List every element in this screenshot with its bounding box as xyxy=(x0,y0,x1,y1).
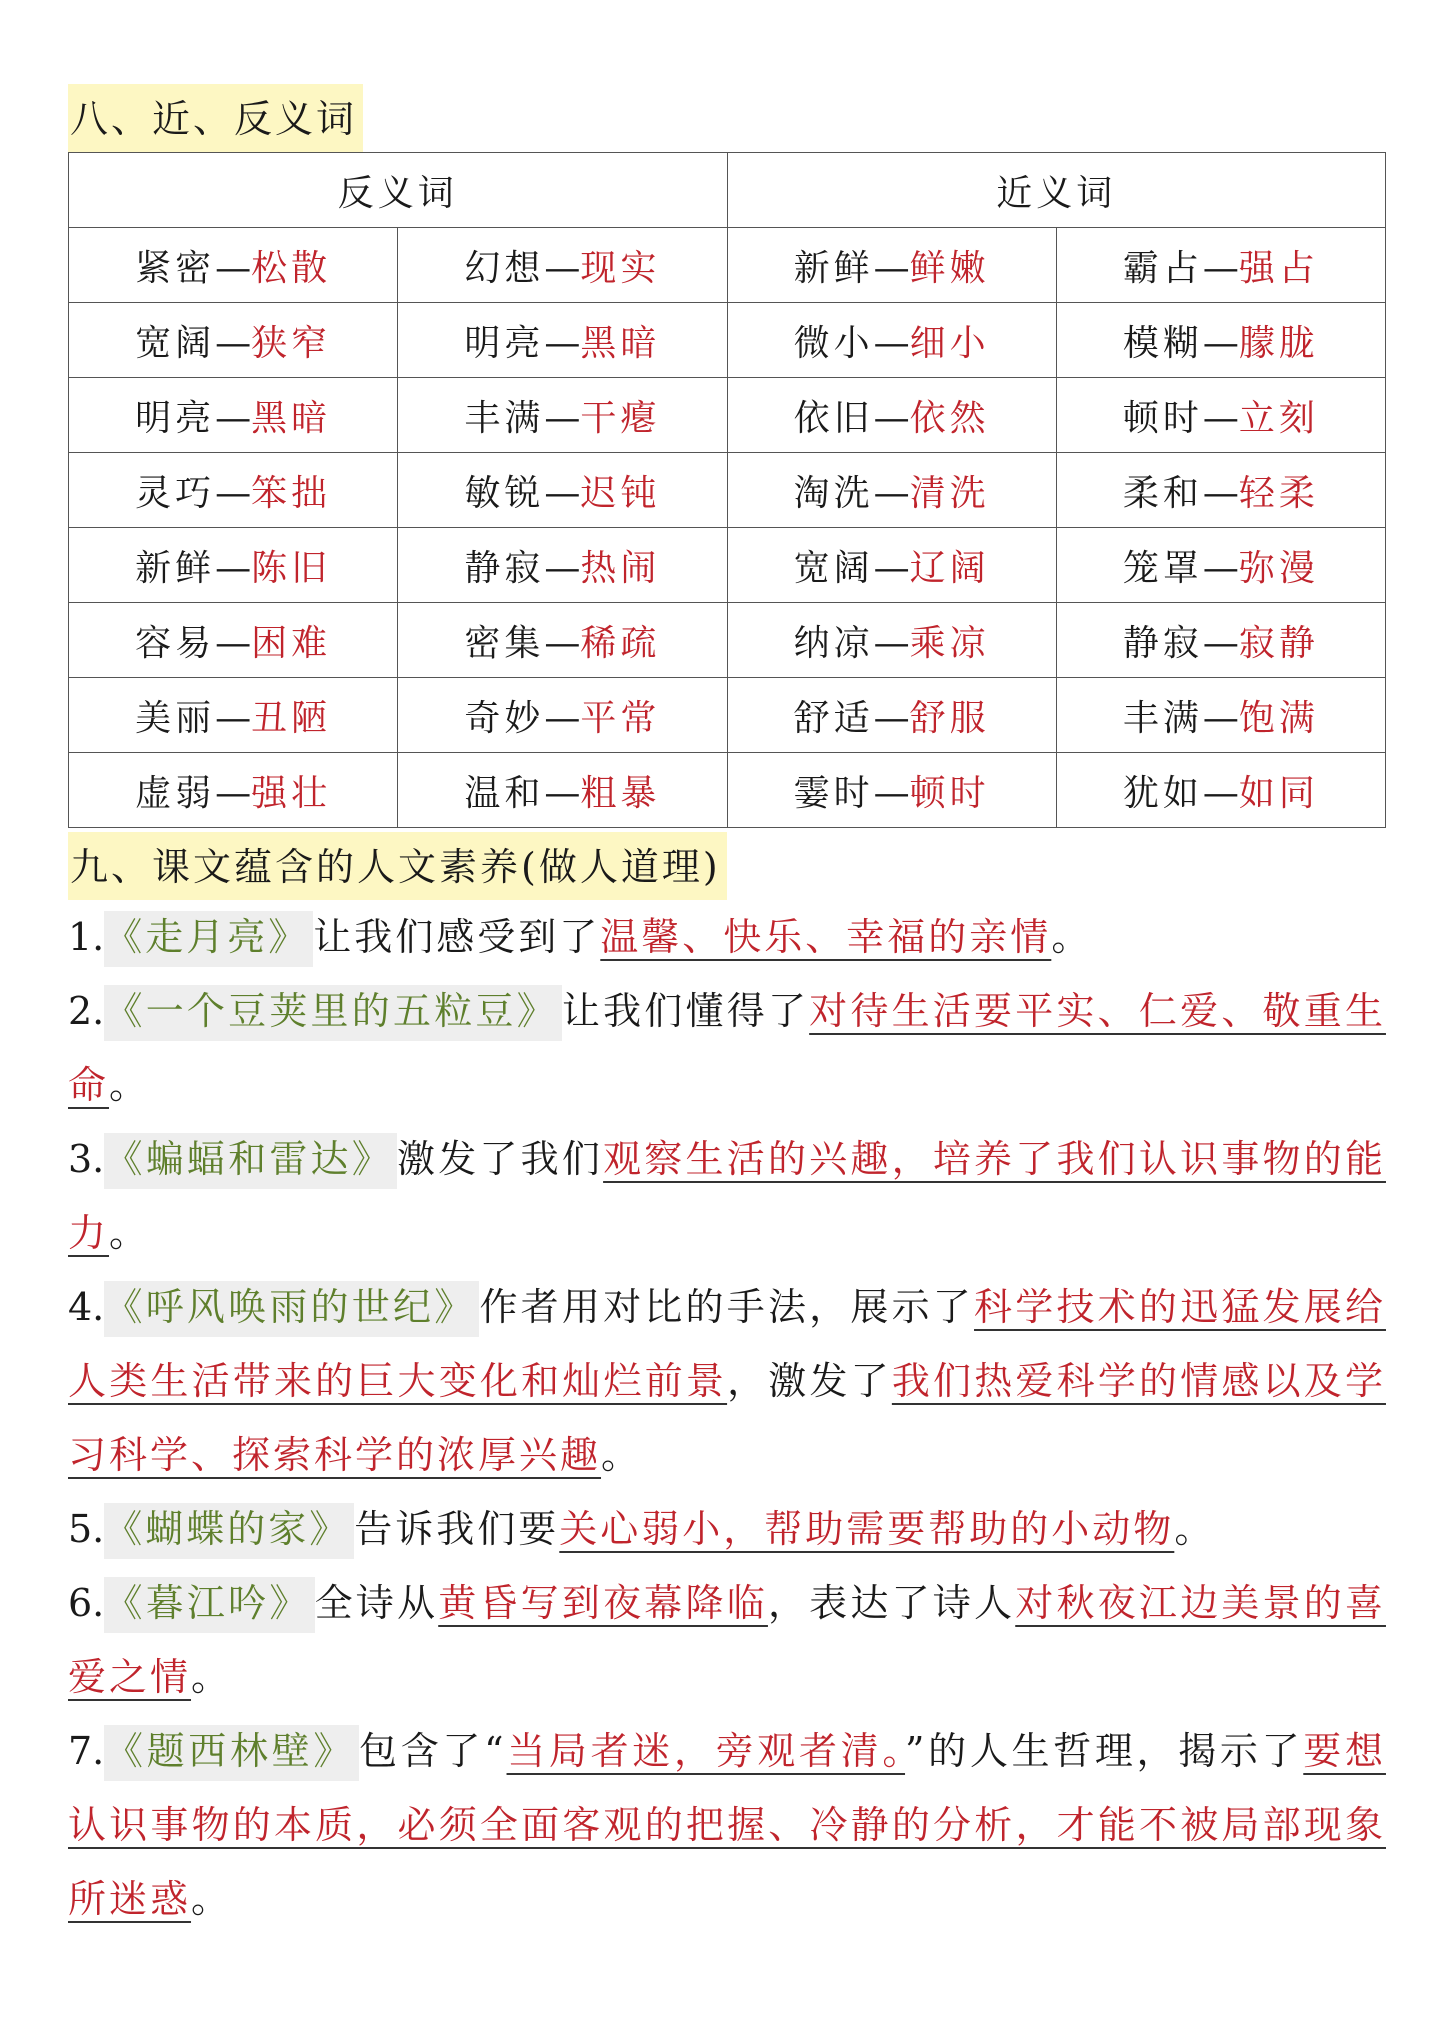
pair-word: 松散 xyxy=(251,247,332,289)
dash: — xyxy=(873,472,910,514)
word: 柔和 xyxy=(1122,472,1203,514)
word-pair xyxy=(398,678,727,753)
word: 明亮 xyxy=(464,322,545,364)
dash: — xyxy=(1202,322,1239,364)
word-pair xyxy=(69,678,398,753)
table-row xyxy=(69,378,1386,453)
dash: — xyxy=(544,472,581,514)
word: 霸占 xyxy=(1122,247,1203,289)
pair-word: 寂静 xyxy=(1238,622,1319,664)
word-pair xyxy=(1056,453,1385,528)
word: 幻想 xyxy=(464,247,545,289)
word-pair xyxy=(398,228,727,303)
word-pair xyxy=(398,528,727,603)
section9-heading: 九、课文蕴含的人文素养(做人道理) xyxy=(68,832,727,900)
item-number: 3. xyxy=(68,1137,105,1181)
pair-word: 乘凉 xyxy=(909,622,990,664)
word: 笼罩 xyxy=(1122,547,1203,589)
table-row xyxy=(69,453,1386,528)
answer-text: 关心弱小，帮助需要帮助的小动物 xyxy=(559,1507,1175,1551)
word-pair xyxy=(1056,678,1385,753)
word-pair xyxy=(1056,303,1385,378)
word: 霎时 xyxy=(793,772,874,814)
word: 犹如 xyxy=(1122,772,1203,814)
answer-text: 我们热爱科学的情感以及学习科学、探索科学的浓厚兴趣 xyxy=(68,1359,1386,1477)
dash: — xyxy=(215,322,252,364)
lesson-title: 《蝴蝶的家》 xyxy=(104,1503,354,1559)
word-pair xyxy=(727,603,1056,678)
item-text: 。 xyxy=(109,1211,151,1255)
word-pair xyxy=(1056,753,1385,828)
pair-word: 细小 xyxy=(909,322,990,364)
word: 丰满 xyxy=(1122,697,1203,739)
item-text: 。 xyxy=(1174,1507,1216,1551)
pair-word: 鲜嫩 xyxy=(909,247,990,289)
word: 淘洗 xyxy=(793,472,874,514)
lesson-item-2 xyxy=(68,974,1386,1122)
pair-word: 粗暴 xyxy=(580,772,661,814)
dash: — xyxy=(215,622,252,664)
pair-word: 舒服 xyxy=(909,697,990,739)
dash: — xyxy=(544,247,581,289)
word-pair xyxy=(398,378,727,453)
table-row xyxy=(69,228,1386,303)
dash: — xyxy=(1202,472,1239,514)
word-pair xyxy=(398,453,727,528)
word: 纳凉 xyxy=(793,622,874,664)
answer-text: 科学技术的迅猛发展给人类生活带来的巨大变化和灿烂前景 xyxy=(68,1285,1386,1403)
word-pair xyxy=(1056,378,1385,453)
dash: — xyxy=(215,697,252,739)
table-row xyxy=(69,753,1386,828)
pair-word: 强壮 xyxy=(251,772,332,814)
word-pair xyxy=(69,753,398,828)
dash: — xyxy=(1202,397,1239,439)
word-pair xyxy=(727,228,1056,303)
word: 新鲜 xyxy=(793,247,874,289)
antonym-header: 反义词 xyxy=(69,153,728,228)
table-header-row xyxy=(69,153,1386,228)
word: 微小 xyxy=(793,322,874,364)
item-number: 1. xyxy=(68,915,105,959)
dash: — xyxy=(544,697,581,739)
word-pair xyxy=(1056,228,1385,303)
word: 虚弱 xyxy=(135,772,216,814)
lesson-item-1 xyxy=(68,900,1386,974)
vocab-table xyxy=(68,152,1386,828)
pair-word: 热闹 xyxy=(580,547,661,589)
dash: — xyxy=(544,322,581,364)
dash: — xyxy=(215,397,252,439)
pair-word: 平常 xyxy=(580,697,661,739)
word: 宽阔 xyxy=(135,322,216,364)
item-number: 2. xyxy=(68,989,105,1033)
pair-word: 黑暗 xyxy=(251,397,332,439)
table-row xyxy=(69,303,1386,378)
lesson-title: 《蝙蝠和雷达》 xyxy=(104,1133,397,1189)
word: 依旧 xyxy=(793,397,874,439)
answer-text: 当局者迷，旁观者清。 xyxy=(506,1729,906,1773)
pair-word: 依然 xyxy=(909,397,990,439)
lesson-item-6 xyxy=(68,1566,1386,1714)
dash: — xyxy=(873,322,910,364)
word: 温和 xyxy=(464,772,545,814)
word: 敏锐 xyxy=(464,472,545,514)
item-number: 4. xyxy=(68,1285,105,1329)
dash: — xyxy=(873,622,910,664)
word: 容易 xyxy=(135,622,216,664)
dash: — xyxy=(544,772,581,814)
lesson-title: 《暮江吟》 xyxy=(104,1577,314,1633)
item-number: 6. xyxy=(68,1581,105,1625)
pair-word: 干瘪 xyxy=(580,397,661,439)
pair-word: 丑陋 xyxy=(251,697,332,739)
answer-text: 对秋夜江边美景的喜爱之情 xyxy=(68,1581,1386,1699)
pair-word: 困难 xyxy=(251,622,332,664)
lesson-item-7 xyxy=(68,1714,1386,1936)
word-pair xyxy=(727,753,1056,828)
word-pair xyxy=(727,453,1056,528)
dash: — xyxy=(873,547,910,589)
dash: — xyxy=(215,472,252,514)
item-text: 。 xyxy=(191,1655,233,1699)
word-pair xyxy=(69,378,398,453)
item-text: 告诉我们要 xyxy=(354,1507,560,1551)
word: 新鲜 xyxy=(135,547,216,589)
answer-text: 要想认识事物的本质，必须全面客观的把握、冷静的分析，才能不被局部现象所迷惑 xyxy=(68,1729,1386,1921)
section8-heading: 八、近、反义词 xyxy=(68,84,363,152)
item-text: 。 xyxy=(1051,915,1093,959)
pair-word: 顿时 xyxy=(909,772,990,814)
pair-word: 轻柔 xyxy=(1238,472,1319,514)
word-pair xyxy=(1056,528,1385,603)
lesson-title: 《呼风唤雨的世纪》 xyxy=(104,1281,479,1337)
word-pair xyxy=(727,378,1056,453)
word-pair xyxy=(398,303,727,378)
answer-text: 黄昏写到夜幕降临 xyxy=(438,1581,768,1625)
pair-word: 迟钝 xyxy=(580,472,661,514)
pair-word: 饱满 xyxy=(1238,697,1319,739)
lesson-item-3 xyxy=(68,1122,1386,1270)
word-pair xyxy=(69,603,398,678)
item-text: 。 xyxy=(191,1877,233,1921)
item-number: 7. xyxy=(68,1729,105,1773)
item-text: 让我们感受到了 xyxy=(313,915,601,959)
word: 美丽 xyxy=(135,697,216,739)
word: 奇妙 xyxy=(464,697,545,739)
dash: — xyxy=(1202,772,1239,814)
word: 静寂 xyxy=(1122,622,1203,664)
item-text: 全诗从 xyxy=(314,1581,439,1625)
word: 宽阔 xyxy=(793,547,874,589)
pair-word: 朦胧 xyxy=(1238,322,1319,364)
word-pair xyxy=(1056,603,1385,678)
dash: — xyxy=(544,547,581,589)
table-row xyxy=(69,528,1386,603)
word-pair xyxy=(69,303,398,378)
table-row xyxy=(69,603,1386,678)
pair-word: 陈旧 xyxy=(251,547,332,589)
word-pair xyxy=(69,453,398,528)
pair-word: 立刻 xyxy=(1238,397,1319,439)
word: 舒适 xyxy=(793,697,874,739)
dash: — xyxy=(215,247,252,289)
synonym-header: 近义词 xyxy=(727,153,1386,228)
item-text: 作者用对比的手法，展示了 xyxy=(479,1285,975,1329)
item-text: 包含了“ xyxy=(359,1729,507,1773)
dash: — xyxy=(1202,247,1239,289)
pair-word: 黑暗 xyxy=(580,322,661,364)
word-pair xyxy=(398,603,727,678)
dash: — xyxy=(873,397,910,439)
item-number: 5. xyxy=(68,1507,105,1551)
word: 静寂 xyxy=(464,547,545,589)
lesson-title: 《题西林壁》 xyxy=(104,1725,359,1781)
word-pair xyxy=(69,228,398,303)
dash: — xyxy=(873,772,910,814)
word: 模糊 xyxy=(1122,322,1203,364)
item-text: 。 xyxy=(109,1063,151,1107)
pair-word: 稀疏 xyxy=(580,622,661,664)
answer-text: 对待生活要平实、仁爱、敬重生命 xyxy=(68,989,1386,1107)
pair-word: 辽阔 xyxy=(909,547,990,589)
pair-word: 弥漫 xyxy=(1238,547,1319,589)
pair-word: 狭窄 xyxy=(251,322,332,364)
word: 丰满 xyxy=(464,397,545,439)
word-pair xyxy=(727,528,1056,603)
answer-text: 温馨、快乐、幸福的亲情 xyxy=(600,915,1052,959)
pair-word: 清洗 xyxy=(909,472,990,514)
dash: — xyxy=(215,772,252,814)
dash: — xyxy=(1202,697,1239,739)
pair-word: 现实 xyxy=(580,247,661,289)
word-pair xyxy=(398,753,727,828)
dash: — xyxy=(544,622,581,664)
pair-word: 强占 xyxy=(1238,247,1319,289)
item-text: 。 xyxy=(601,1433,643,1477)
item-text: ，激发了 xyxy=(727,1359,892,1403)
pair-word: 如同 xyxy=(1238,772,1319,814)
lesson-item-4 xyxy=(68,1270,1386,1492)
lesson-item-5 xyxy=(68,1492,1386,1566)
page xyxy=(68,84,1386,1936)
lesson-title: 《走月亮》 xyxy=(104,911,313,967)
word: 紧密 xyxy=(135,247,216,289)
item-text: 让我们懂得了 xyxy=(561,989,810,1033)
word: 明亮 xyxy=(135,397,216,439)
vocab-body xyxy=(69,228,1386,828)
dash: — xyxy=(873,697,910,739)
item-text: ”的人生哲理，揭示了 xyxy=(905,1729,1304,1773)
dash: — xyxy=(1202,622,1239,664)
word-pair xyxy=(727,303,1056,378)
dash: — xyxy=(1202,547,1239,589)
lesson-title: 《一个豆荚里的五粒豆》 xyxy=(104,985,562,1041)
dash: — xyxy=(544,397,581,439)
item-text: ，表达了诗人 xyxy=(767,1581,1016,1625)
word-pair xyxy=(727,678,1056,753)
word: 密集 xyxy=(464,622,545,664)
pair-word: 笨拙 xyxy=(251,472,332,514)
table-row xyxy=(69,678,1386,753)
dash: — xyxy=(215,547,252,589)
word: 顿时 xyxy=(1122,397,1203,439)
item-text: 激发了我们 xyxy=(397,1137,604,1181)
answer-text: 观察生活的兴趣，培养了我们认识事物的能力 xyxy=(68,1137,1386,1255)
word: 灵巧 xyxy=(135,472,216,514)
word-pair xyxy=(69,528,398,603)
dash: — xyxy=(873,247,910,289)
